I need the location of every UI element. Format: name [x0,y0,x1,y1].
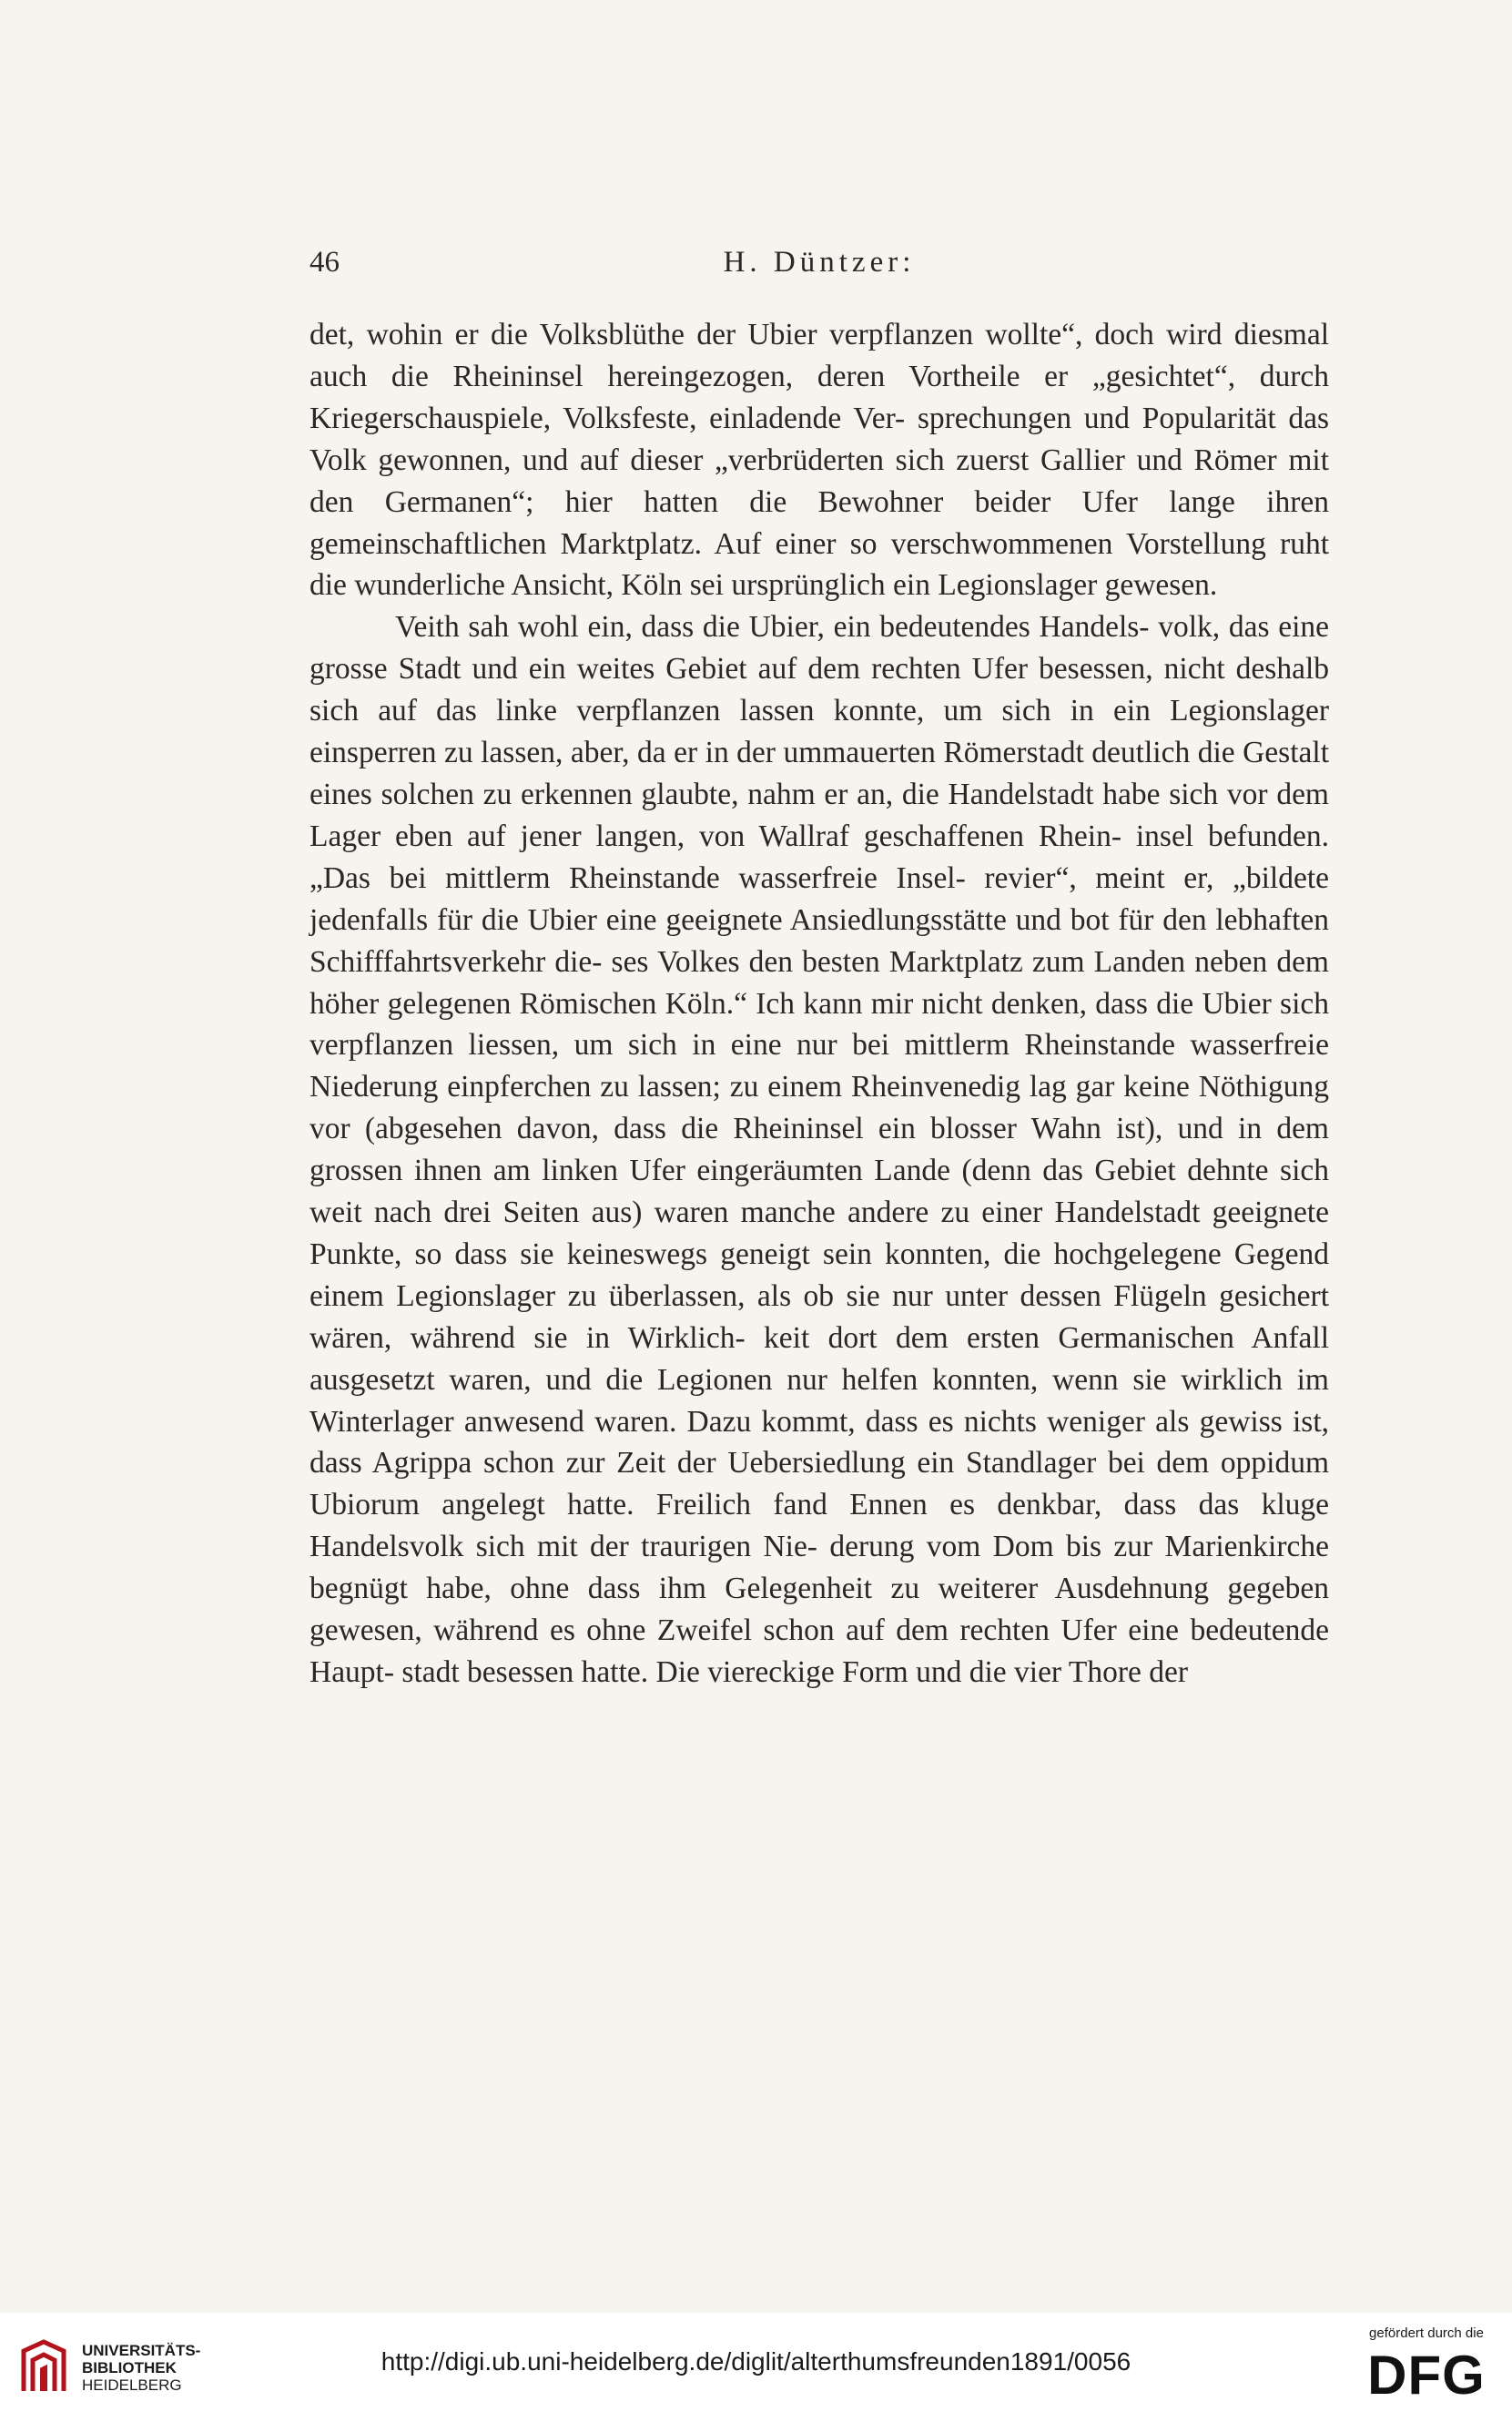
text-line: nur unter dessen Flügeln gesichert wären, während sie in Wirklich- [310,1278,1330,1355]
text-line: Ufer besessen, nicht deshalb sich auf das linke verpflanzen lassen [310,652,1329,728]
paragraph-2 [310,606,1329,1694]
text-line: anwesend waren. Dazu kommt, dass es nichts weniger als gewiss [463,1404,1283,1439]
page-header [310,246,1329,282]
permalink-url[interactable]: http://digi.ub.uni-heidelberg.de/diglit/alterthumsfreunden1891/0056 [381,2347,1131,2376]
library-line-1: UNIVERSITÄTS- [82,2342,201,2359]
text-line: det, wohin er die Volksblüthe der Ubier verpflanzen wollte“, doch [310,318,1154,351]
text-line: linken Ufer eingeräumten Lande (denn das Gebiet dehnte sich weit [310,1154,1330,1230]
text-line: Rheinvenedig lag gar keine Nöthigung vor (abgesehen davon, dass [310,1070,1330,1146]
text-line: „gesichtet“, durch Kriegerschauspiele, Volksfeste, einladende Ver- [310,359,1330,435]
text-line: stadt besessen hatte. Die viereckige Form und die vier Thore der [401,1655,1188,1689]
text-line: er in der ummauerten Römerstadt deutlich die Gestalt eines solchen [310,736,1330,811]
text-line: bei dem oppidum Ubiorum angelegt hatte. Freilich fand Ennen [310,1446,1330,1522]
text-line: hochgelegene Gegend einem Legionslager zu überlassen, als ob sie [310,1236,1329,1313]
paragraph-1 [310,314,1329,606]
text-line: es ohne Zweifel schon auf dem rechten Ufer eine bedeutende Haupt- [310,1613,1329,1689]
text-line: hier hatten die Bewohner beider Ufer lange ihren gemeinschaftlichen [310,484,1329,561]
dfg-logo-icon: DFG [1367,2345,1486,2406]
sponsor-block[interactable] [1354,2325,1499,2413]
page-number: 46 [310,246,340,279]
text-line: sprechungen und Popularität das Volk gewonnen, und auf dieser [310,401,1329,477]
text-line: insel befunden. „Das bei mittlerm Rheinstande wasserfreie Insel- [310,819,1330,895]
text-line: derung vom Dom bis zur Marienkirche begnügt habe, ohne dass [310,1530,1330,1606]
text-line: zu erkennen glaubte, nahm er an, die Handelstadt habe sich vor [482,777,1268,811]
text-line: volk, das eine grosse Stadt und ein weites Gebiet auf dem rechten [310,610,1330,687]
text-line: dem Lager eben auf jener langen, von Wallraf geschaffenen Rhein- [310,777,1329,853]
text-line: ses Volkes den besten Marktplatz zum Landen neben dem höher [310,944,1329,1021]
text-line: Marktplatz. Auf einer so verschwommenen Vorstellung ruht die [310,526,1330,603]
library-line-2: BIBLIOTHEK [82,2359,177,2376]
text-line: ihm Gelegenheit zu weiterer Ausdehnung gegeben gewesen, während [310,1572,1329,1648]
running-head: H. Düntzer: [723,246,916,279]
text-line: revier“, meint er, „bildete jedenfalls für die Ubier eine geeignete [310,860,1330,937]
text-line: konnte, um sich in ein Legionslager einsperren zu lassen, aber, da [310,694,1330,770]
viewer-footer [0,2313,1512,2422]
text-line: wunderliche Ansicht, Köln sei ursprünglich ein Legionslager gewesen. [354,568,1218,603]
text-line: es denkbar, dass das kluge Handelsvolk sich mit der traurigen Nie- [310,1488,1330,1564]
text-line: ist, dass Agrippa schon zur Zeit der Uebersiedlung ein Standlager [310,1404,1330,1481]
text-line: Rheinstande wasserfreie Niederung einpferchen zu lassen; zu einem [310,1028,1329,1104]
text-line: Ansiedlungsstätte und bot für den lebhaften Schifffahrtsverkehr die- [310,902,1330,979]
sponsor-label: gefördert durch die [1369,2325,1484,2341]
text-line: Ubier sich verpflanzen liessen, um sich in eine nur bei mittlerm [310,986,1330,1063]
text-line: wird diesmal auch die Rheininsel hereingezogen, deren Vortheile er [310,318,1330,393]
text-line: geeignete Punkte, so dass sie keineswegs geneigt sein konnten, die [310,1196,1330,1271]
text-line: Veith sah wohl ein, dass die Ubier, ein bedeutendes Handels- [395,610,1150,645]
text-line: keit dort dem ersten Germanischen Anfall ausgesetzt waren, und [310,1320,1329,1397]
text-line: „verbrüderten sich zuerst Gallier und Römer mit den Germanen“; [310,443,1330,519]
text-line: gelegenen Römischen Köln.“ Ich kann mir nicht denken, dass die [387,986,1194,1021]
text-line: die Legionen nur helfen konnten, wenn sie wirklich im Winterlager [310,1362,1329,1439]
text-line: die Rheininsel ein blosser Wahn ist), und in dem grossen ihnen am [310,1112,1329,1188]
body-text [310,314,1329,1694]
text-line: nach drei Seiten aus) waren manche andere zu einer Handelstadt [373,1196,1201,1230]
library-line-3: HEIDELBERG [82,2376,182,2394]
